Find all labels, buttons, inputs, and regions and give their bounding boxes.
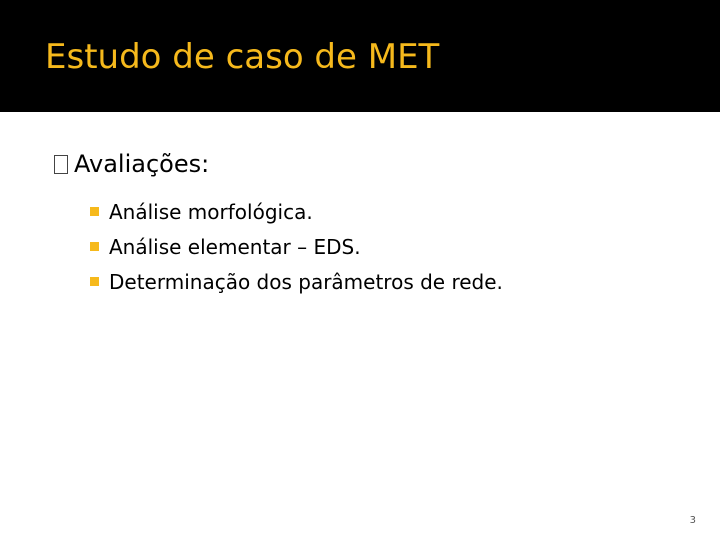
list-item — [90, 264, 503, 299]
sub-bullet-list — [90, 194, 503, 299]
list-item-text: Análise morfológica. — [109, 199, 313, 224]
square-bullet-icon — [90, 277, 99, 286]
box-icon — [54, 155, 68, 174]
level1-label: Avaliações: — [74, 150, 210, 178]
list-item-text: Análise elementar – EDS. — [109, 234, 361, 259]
slide-number: 3 — [689, 515, 696, 526]
list-item — [90, 194, 503, 229]
level1-bullet — [50, 150, 209, 178]
title-bar — [0, 0, 720, 112]
square-bullet-icon — [90, 242, 99, 251]
list-item — [90, 229, 503, 264]
slide-title: Estudo de caso de MET — [45, 37, 440, 77]
square-bullet-icon — [90, 207, 99, 216]
list-item-text: Determinação dos parâmetros de rede. — [109, 269, 503, 294]
